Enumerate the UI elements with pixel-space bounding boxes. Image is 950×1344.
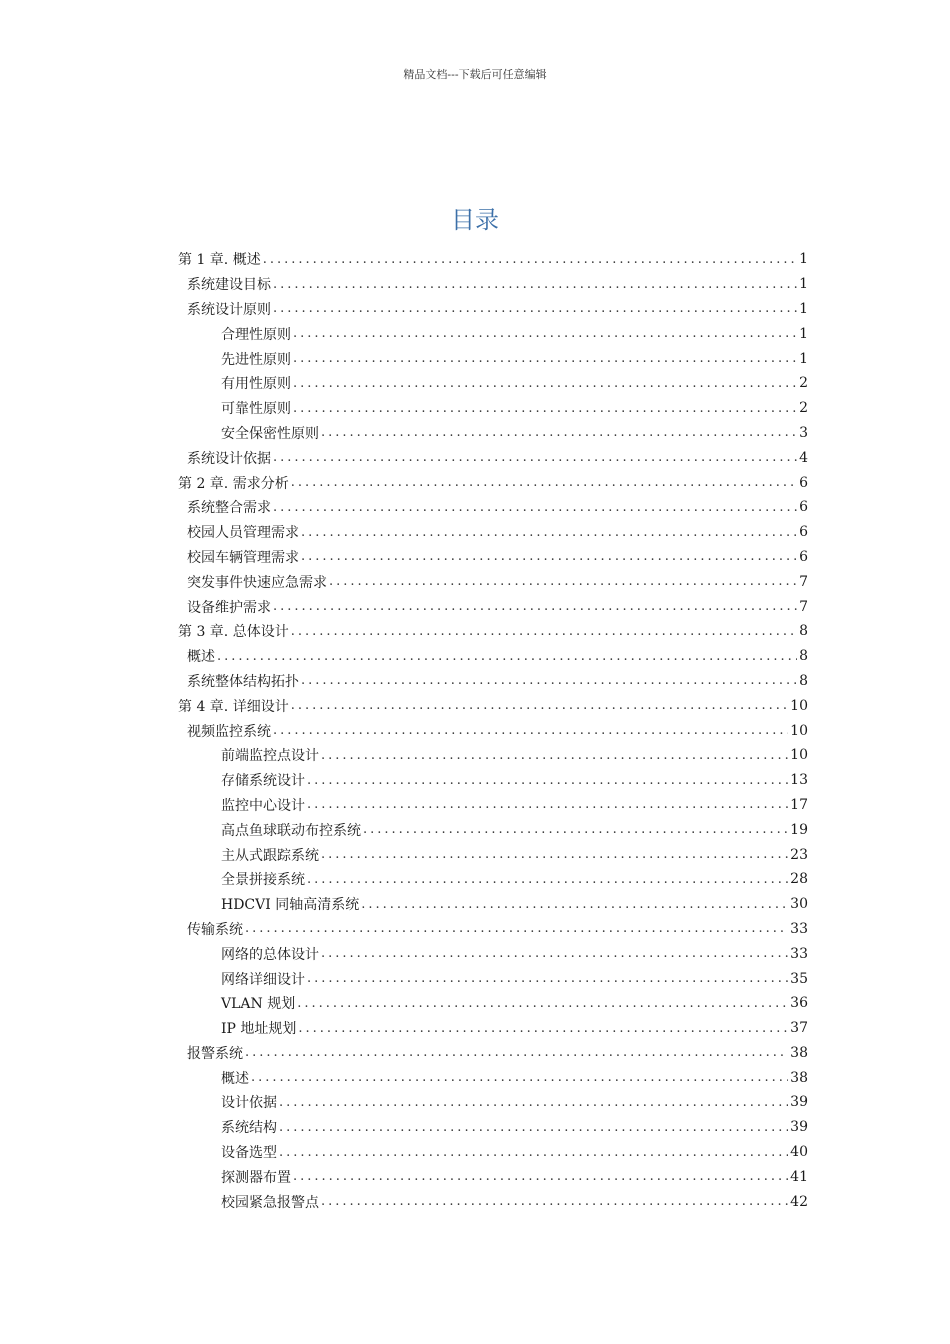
toc-entry-label: 概述 <box>187 649 215 666</box>
toc-entry-label: 第 3 章. 总体设计 <box>178 624 289 641</box>
toc-entry-label: 先进性原则 <box>221 351 291 368</box>
toc-leader-dots <box>293 326 797 341</box>
toc-entry-label: IP 地址规划 <box>221 1021 297 1038</box>
toc-entry-page: 17 <box>790 796 808 813</box>
toc-entry[interactable] <box>178 594 808 619</box>
toc-entry-page: 10 <box>790 697 808 714</box>
toc-entry[interactable] <box>178 247 808 272</box>
toc-entry-label: 校园紧急报警点 <box>221 1194 319 1211</box>
toc-leader-dots <box>245 921 788 936</box>
toc-entry-page: 1 <box>799 300 808 317</box>
toc-entry-label: 系统建设目标 <box>187 277 271 294</box>
toc-title: 目录 <box>451 206 499 234</box>
toc-entry-label: 前端监控点设计 <box>221 748 319 765</box>
toc-entry[interactable] <box>178 297 808 322</box>
toc-leader-dots <box>361 897 788 912</box>
table-of-contents <box>178 247 808 1214</box>
toc-entry[interactable] <box>178 1140 808 1165</box>
toc-entry-page: 38 <box>790 1069 808 1086</box>
toc-entry-page: 36 <box>790 995 808 1012</box>
toc-entry-label: 系统结构 <box>221 1120 277 1137</box>
toc-entry[interactable] <box>178 619 808 644</box>
toc-leader-dots <box>321 946 788 961</box>
toc-leader-dots <box>298 1021 788 1036</box>
toc-entry[interactable] <box>178 991 808 1016</box>
toc-leader-dots <box>251 1070 788 1085</box>
toc-entry-page: 2 <box>799 400 808 417</box>
toc-entry-label: 第 4 章. 详细设计 <box>178 698 289 715</box>
toc-leader-dots <box>329 574 797 589</box>
toc-entry[interactable] <box>178 867 808 892</box>
toc-entry-page: 39 <box>790 1094 808 1111</box>
toc-entry[interactable] <box>178 396 808 421</box>
toc-leader-dots <box>321 425 797 440</box>
toc-leader-dots <box>273 450 797 465</box>
toc-entry-label: HDCVI 同轴高清系统 <box>221 897 360 914</box>
toc-entry-page: 35 <box>790 970 808 987</box>
toc-entry-label: 安全保密性原则 <box>221 425 319 442</box>
toc-entry-page: 33 <box>790 920 808 937</box>
toc-entry[interactable] <box>178 1041 808 1066</box>
toc-entry[interactable] <box>178 669 808 694</box>
toc-leader-dots <box>245 1045 788 1060</box>
toc-leader-dots <box>307 773 788 788</box>
toc-leader-dots <box>273 301 797 316</box>
toc-entry[interactable] <box>178 892 808 917</box>
toc-entry-label: 有用性原则 <box>221 376 291 393</box>
toc-entry[interactable] <box>178 371 808 396</box>
toc-entry[interactable] <box>178 793 808 818</box>
toc-entry-label: 系统设计原则 <box>187 301 271 318</box>
toc-entry-label: 网络的总体设计 <box>221 946 319 963</box>
toc-entry-label: 系统设计依据 <box>187 450 271 467</box>
toc-entry[interactable] <box>178 693 808 718</box>
toc-entry[interactable] <box>178 644 808 669</box>
toc-entry-page: 6 <box>799 499 808 516</box>
toc-entry-page: 39 <box>790 1119 808 1136</box>
toc-entry-page: 7 <box>799 598 808 615</box>
toc-entry-page: 3 <box>799 424 808 441</box>
toc-entry-label: 突发事件快速应急需求 <box>187 574 327 591</box>
toc-entry-page: 30 <box>790 896 808 913</box>
toc-entry[interactable] <box>178 817 808 842</box>
toc-entry-page: 1 <box>799 325 808 342</box>
toc-leader-dots <box>307 971 788 986</box>
toc-entry-label: 系统整合需求 <box>187 500 271 517</box>
toc-leader-dots <box>279 1120 788 1135</box>
toc-entry[interactable] <box>178 1065 808 1090</box>
toc-entry[interactable] <box>178 421 808 446</box>
toc-entry-page: 8 <box>799 648 808 665</box>
toc-leader-dots <box>217 649 797 664</box>
toc-entry-page: 8 <box>799 672 808 689</box>
toc-leader-dots <box>321 1194 788 1209</box>
toc-entry[interactable] <box>178 445 808 470</box>
toc-entry[interactable] <box>178 470 808 495</box>
toc-entry-label: 传输系统 <box>187 921 243 938</box>
toc-entry-label: 设计依据 <box>221 1095 277 1112</box>
toc-entry-label: 概述 <box>221 1070 249 1087</box>
toc-entry[interactable] <box>178 1189 808 1214</box>
toc-entry[interactable] <box>178 743 808 768</box>
toc-entry-page: 10 <box>790 722 808 739</box>
toc-entry[interactable] <box>178 941 808 966</box>
toc-entry-label: 探测器布置 <box>221 1169 291 1186</box>
toc-leader-dots <box>321 847 788 862</box>
toc-entry-page: 40 <box>790 1144 808 1161</box>
toc-leader-dots <box>301 525 797 540</box>
toc-entry-page: 1 <box>799 251 808 268</box>
toc-entry-label: 可靠性原则 <box>221 401 291 418</box>
toc-entry-label: VLAN 规划 <box>221 996 296 1013</box>
toc-entry-page: 19 <box>790 821 808 838</box>
toc-entry-label: 设备选型 <box>221 1145 277 1162</box>
toc-entry[interactable] <box>178 768 808 793</box>
toc-entry-label: 合理性原则 <box>221 326 291 343</box>
toc-entry[interactable] <box>178 1016 808 1041</box>
toc-entry-page: 1 <box>799 350 808 367</box>
toc-entry-label: 第 2 章. 需求分析 <box>178 475 289 492</box>
toc-leader-dots <box>297 996 788 1011</box>
toc-leader-dots <box>293 401 797 416</box>
toc-leader-dots <box>263 252 797 267</box>
toc-entry[interactable] <box>178 569 808 594</box>
toc-entry-label: 视频监控系统 <box>187 723 271 740</box>
toc-entry-page: 7 <box>799 573 808 590</box>
toc-entry-page: 33 <box>790 945 808 962</box>
toc-leader-dots <box>301 549 797 564</box>
toc-entry-label: 监控中心设计 <box>221 797 305 814</box>
toc-leader-dots <box>291 475 797 490</box>
toc-entry-label: 第 1 章. 概述 <box>178 252 261 269</box>
toc-leader-dots <box>293 376 797 391</box>
toc-entry-label: 主从式跟踪系统 <box>221 847 319 864</box>
toc-leader-dots <box>307 872 788 887</box>
toc-entry-label: 设备维护需求 <box>187 599 271 616</box>
toc-entry[interactable] <box>178 272 808 297</box>
toc-entry-page: 2 <box>799 375 808 392</box>
toc-entry-label: 高点鱼球联动布控系统 <box>221 822 361 839</box>
toc-entry-page: 28 <box>790 871 808 888</box>
toc-entry-label: 存储系统设计 <box>221 773 305 790</box>
toc-leader-dots <box>273 599 797 614</box>
toc-entry-page: 42 <box>790 1193 808 1210</box>
toc-entry[interactable] <box>178 1090 808 1115</box>
toc-entry[interactable] <box>178 495 808 520</box>
toc-entry[interactable] <box>178 966 808 991</box>
toc-entry-page: 8 <box>799 623 808 640</box>
toc-entry-label: 全景拼接系统 <box>221 872 305 889</box>
toc-leader-dots <box>273 500 797 515</box>
toc-entry[interactable] <box>178 545 808 570</box>
toc-leader-dots <box>293 351 797 366</box>
toc-entry[interactable] <box>178 346 808 371</box>
toc-entry-page: 1 <box>799 276 808 293</box>
toc-entry-label: 报警系统 <box>187 1045 243 1062</box>
toc-entry-page: 6 <box>799 474 808 491</box>
toc-entry[interactable] <box>178 520 808 545</box>
toc-entry[interactable] <box>178 1115 808 1140</box>
toc-leader-dots <box>279 1145 788 1160</box>
toc-entry[interactable] <box>178 917 808 942</box>
toc-leader-dots <box>307 797 788 812</box>
toc-entry-label: 校园人员管理需求 <box>187 525 299 542</box>
toc-entry-page: 10 <box>790 747 808 764</box>
toc-entry[interactable] <box>178 842 808 867</box>
toc-entry-page: 4 <box>799 449 808 466</box>
toc-leader-dots <box>273 277 797 292</box>
toc-entry-page: 41 <box>790 1168 808 1185</box>
toc-entry-label: 系统整体结构拓扑 <box>187 673 299 690</box>
toc-entry-page: 13 <box>790 772 808 789</box>
toc-leader-dots <box>293 1169 788 1184</box>
toc-entry-page: 37 <box>790 1020 808 1037</box>
toc-entry-page: 38 <box>790 1044 808 1061</box>
toc-entry-label: 校园车辆管理需求 <box>187 549 299 566</box>
toc-leader-dots <box>273 723 788 738</box>
toc-entry[interactable] <box>178 1164 808 1189</box>
toc-entry-page: 6 <box>799 548 808 565</box>
toc-entry-label: 网络详细设计 <box>221 971 305 988</box>
toc-leader-dots <box>363 822 788 837</box>
toc-leader-dots <box>321 748 788 763</box>
toc-leader-dots <box>291 624 797 639</box>
toc-leader-dots <box>291 698 788 713</box>
toc-entry[interactable] <box>178 718 808 743</box>
toc-entry-page: 6 <box>799 524 808 541</box>
toc-leader-dots <box>301 673 797 688</box>
toc-leader-dots <box>279 1095 788 1110</box>
page-header-note: 精品文档---下载后可任意编辑 <box>403 68 547 81</box>
toc-entry-page: 23 <box>790 846 808 863</box>
toc-entry[interactable] <box>178 321 808 346</box>
